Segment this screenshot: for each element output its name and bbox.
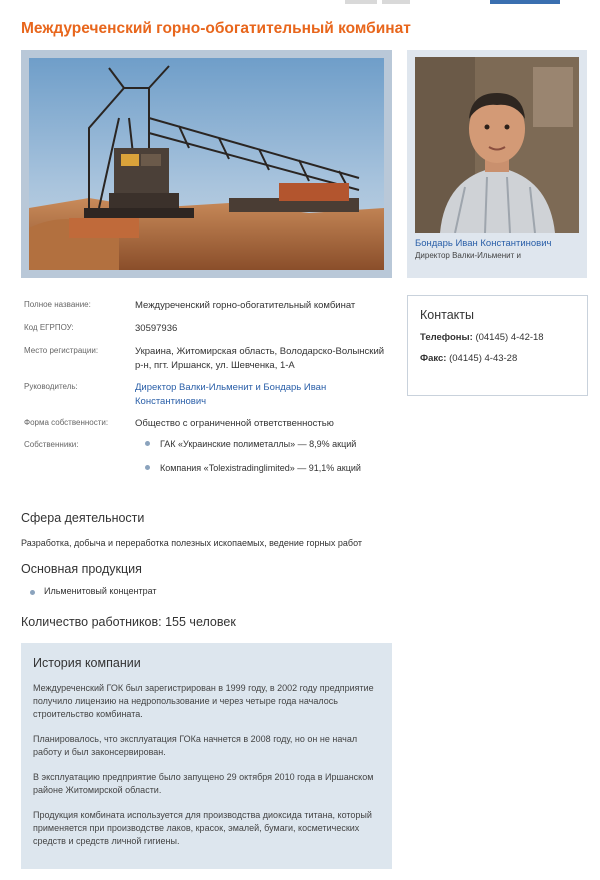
info-label: Руководитель:	[24, 382, 78, 391]
history-heading: История компании	[33, 656, 141, 670]
leader-role: Директор Валки-Ильменит и	[415, 251, 521, 260]
products-list	[30, 586, 157, 596]
list-item	[144, 437, 404, 461]
products-heading: Основная продукция	[21, 562, 142, 576]
history-paragraph: Планировалось, что эксплуатация ГОКа начнется в 2008 году, но он не начал работу и был законсервирован.	[33, 734, 358, 757]
bullet-icon	[30, 590, 35, 595]
info-label: Место регистрации:	[24, 346, 99, 355]
info-label: Собственники:	[24, 440, 79, 449]
company-photo	[29, 58, 384, 270]
info-value: Общество с ограниченной ответственностью	[135, 418, 334, 429]
leader-card[interactable]	[407, 50, 587, 278]
info-value: 30597936	[135, 323, 178, 334]
owners-list	[144, 437, 404, 485]
top-nav-strip	[0, 0, 600, 6]
top-nav-button[interactable]	[345, 0, 377, 4]
bullet-icon	[145, 465, 150, 470]
bullet-icon	[145, 441, 150, 446]
info-label: Код ЕГРПОУ:	[24, 323, 74, 332]
info-label: Полное название:	[24, 300, 91, 309]
fax-label: Факс:	[420, 353, 447, 364]
phones-line	[420, 332, 575, 343]
owner-text: Компания «Tolexistradinglimited» — 91,1% акций	[160, 463, 361, 473]
contacts-box	[407, 295, 588, 396]
history-paragraph: Продукция комбината используется для производства диоксида титана, который применяется при производстве лаков, красок, эмалей, бумаги, косметических средств и средств личной гигиены.	[33, 810, 372, 846]
owner-text: ГАК «Украинские полиметаллы» — 8,9% акций	[160, 439, 357, 449]
fax-value: (04145) 4-43-28	[449, 353, 518, 364]
product-text: Ильменитовый концентрат	[44, 586, 157, 596]
history-box	[21, 643, 392, 869]
list-item	[30, 586, 157, 596]
activity-text: Разработка, добыча и переработка полезных ископаемых, ведение горных работ	[21, 538, 362, 548]
activity-heading: Сфера деятельности	[21, 511, 145, 525]
leader-photo[interactable]	[415, 57, 579, 233]
top-nav-button[interactable]	[490, 0, 560, 4]
history-paragraph: Междуреченский ГОК был зарегистрирован в 1999 году, в 2002 году предприятие получило лицензию на недропользование и через четыре года началось строительство комбината.	[33, 683, 374, 719]
history-paragraph: В эксплуатацию предприятие было запущено 29 октября 2010 года в Иршанском районе Житомирской области.	[33, 772, 374, 795]
info-value: Междуреченский горно-обогатительный комбинат	[135, 300, 356, 311]
page-title: Междуреченский горно-обогатительный комбинат	[21, 20, 411, 37]
company-photo-frame	[21, 50, 392, 278]
employees-count: Количество работников: 155 человек	[21, 615, 236, 629]
fax-line	[420, 353, 575, 364]
director-link[interactable]: Директор Валки-Ильменит и Бондарь Иван Константинович	[135, 382, 327, 407]
top-nav-button[interactable]	[382, 0, 410, 4]
list-item	[144, 461, 404, 485]
phones-label: Телефоны:	[420, 332, 473, 343]
info-label: Форма собственности:	[24, 418, 109, 427]
phones-value: (04145) 4-42-18	[475, 332, 544, 343]
leader-name-link[interactable]: Бондарь Иван Константинович	[415, 238, 552, 249]
info-value: Украина, Житомирская область, Володарско-Волынский р-н, пгт. Иршанск, ул. Шевченка, 1-А	[135, 346, 385, 371]
contacts-heading: Контакты	[420, 308, 474, 322]
